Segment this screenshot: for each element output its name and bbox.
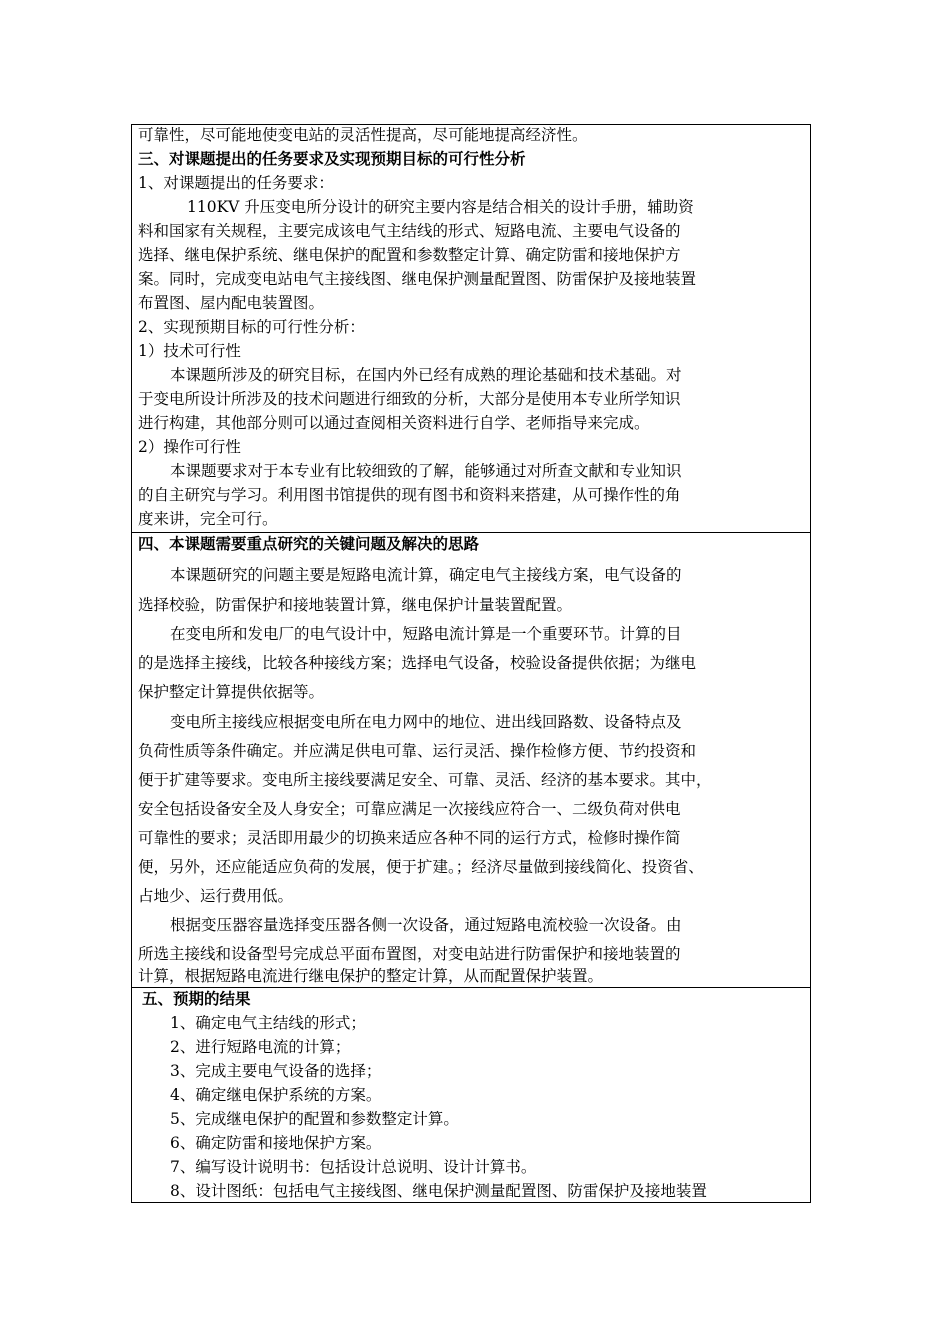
paragraph-line: 可靠性，尽可能地使变电站的灵活性提高，尽可能地提高经济性。 [138, 126, 588, 144]
paragraph-line: 度来讲，完全可行。 [138, 510, 278, 528]
paragraph-line: 计算，根据短路电流进行继电保护的整定计算，从而配置保护装置。 [138, 967, 604, 985]
list-item: 6、确定防雷和接地保护方案。 [170, 1134, 382, 1152]
paragraph-line: 所选主接线和设备型号完成总平面布置图，对变电站进行防雷保护和接地装置的 [138, 945, 681, 963]
paragraph-line: 1）技术可行性 [138, 342, 241, 360]
paragraph-line: 负荷性质等条件确定。并应满足供电可靠、运行灵活、操作检修方便、节约投资和 [138, 742, 697, 760]
section-5-heading: 五、预期的结果 [142, 990, 251, 1008]
paragraph-line: 本课题要求对于本专业有比较细致的了解，能够通过对所查文献和专业知识 [170, 462, 682, 480]
list-item: 7、编写设计说明书：包括设计总说明、设计计算书。 [170, 1158, 537, 1176]
paragraph-line: 的自主研究与学习。利用图书馆提供的现有图书和资料来搭建，从可操作性的角 [138, 486, 681, 504]
paragraph-line: 进行构建，其他部分则可以通过查阅相关资料进行自学、老师指导来完成。 [138, 414, 650, 432]
list-item: 1、确定电气主结线的形式； [170, 1014, 366, 1032]
paragraph-line: 2、实现预期目标的可行性分析： [138, 318, 365, 336]
paragraph-line: 于变电所设计所涉及的技术问题进行细致的分析，大部分是使用本专业所学知识 [138, 390, 681, 408]
paragraph-line: 便，另外，还应能适应负荷的发展，便于扩建。；经济尽量做到接线简化、投资省、 [138, 858, 704, 876]
paragraph-line: 本课题所涉及的研究目标，在国内外已经有成熟的理论基础和技术基础。对 [170, 366, 682, 384]
paragraph-line: 案。同时，完成变电站电气主接线图、继电保护测量配置图、防雷保护及接地装置 [138, 270, 697, 288]
paragraph-line: 变电所主接线应根据变电所在电力网中的地位、进出线回路数、设备特点及 [170, 713, 682, 731]
paragraph-line: 选择、继电保护系统、继电保护的配置和参数整定计算、确定防雷和接地保护方 [138, 246, 681, 264]
paragraph-line: 110KV 升压变电所分设计的研究主要内容是结合相关的设计手册，辅助资 [187, 198, 694, 216]
section-3-heading: 三、对课题提出的任务要求及实现预期目标的可行性分析 [138, 150, 526, 168]
list-item: 4、确定继电保护系统的方案。 [170, 1086, 382, 1104]
paragraph-line: 选择校验，防雷保护和接地装置计算，继电保护计量装置配置。 [138, 596, 573, 614]
list-item: 5、完成继电保护的配置和参数整定计算。 [170, 1110, 459, 1128]
paragraph-line: 保护整定计算提供依据等。 [138, 683, 325, 701]
paragraph-line: 本课题研究的问题主要是短路电流计算，确定电气主接线方案，电气设备的 [170, 566, 682, 584]
paragraph-line: 料和国家有关规程，主要完成该电气主结线的形式、短路电流、主要电气设备的 [138, 222, 681, 240]
paragraph-line: 的是选择主接线，比较各种接线方案；选择电气设备，校验设备提供依据；为继电 [138, 654, 697, 672]
paragraph-line: 2）操作可行性 [138, 438, 241, 456]
list-item: 3、完成主要电气设备的选择； [170, 1062, 382, 1080]
list-item: 8、设计图纸：包括电气主接线图、继电保护测量配置图、防雷保护及接地装置 [170, 1182, 707, 1200]
paragraph-line: 1、对课题提出的任务要求： [138, 174, 334, 192]
paragraph-line: 布置图、屋内配电装置图。 [138, 294, 325, 312]
paragraph-line: 占地少、运行费用低。 [138, 887, 294, 905]
paragraph-line: 安全包括设备安全及人身安全；可靠应满足一次接线应符合一、二级负荷对供电 [138, 800, 681, 818]
section-4-heading: 四、本课题需要重点研究的关键问题及解决的思路 [138, 535, 480, 553]
paragraph-line: 根据变压器容量选择变压器各侧一次设备，通过短路电流校验一次设备。由 [170, 916, 682, 934]
paragraph-line: 便于扩建等要求。变电所主接线要满足安全、可靠、灵活、经济的基本要求。其中， [138, 771, 712, 789]
list-item: 2、进行短路电流的计算； [170, 1038, 351, 1056]
paragraph-line: 可靠性的要求；灵活即用最少的切换来适应各种不同的运行方式，检修时操作简 [138, 829, 681, 847]
paragraph-line: 在变电所和发电厂的电气设计中，短路电流计算是一个重要环节。计算的目 [170, 625, 682, 643]
